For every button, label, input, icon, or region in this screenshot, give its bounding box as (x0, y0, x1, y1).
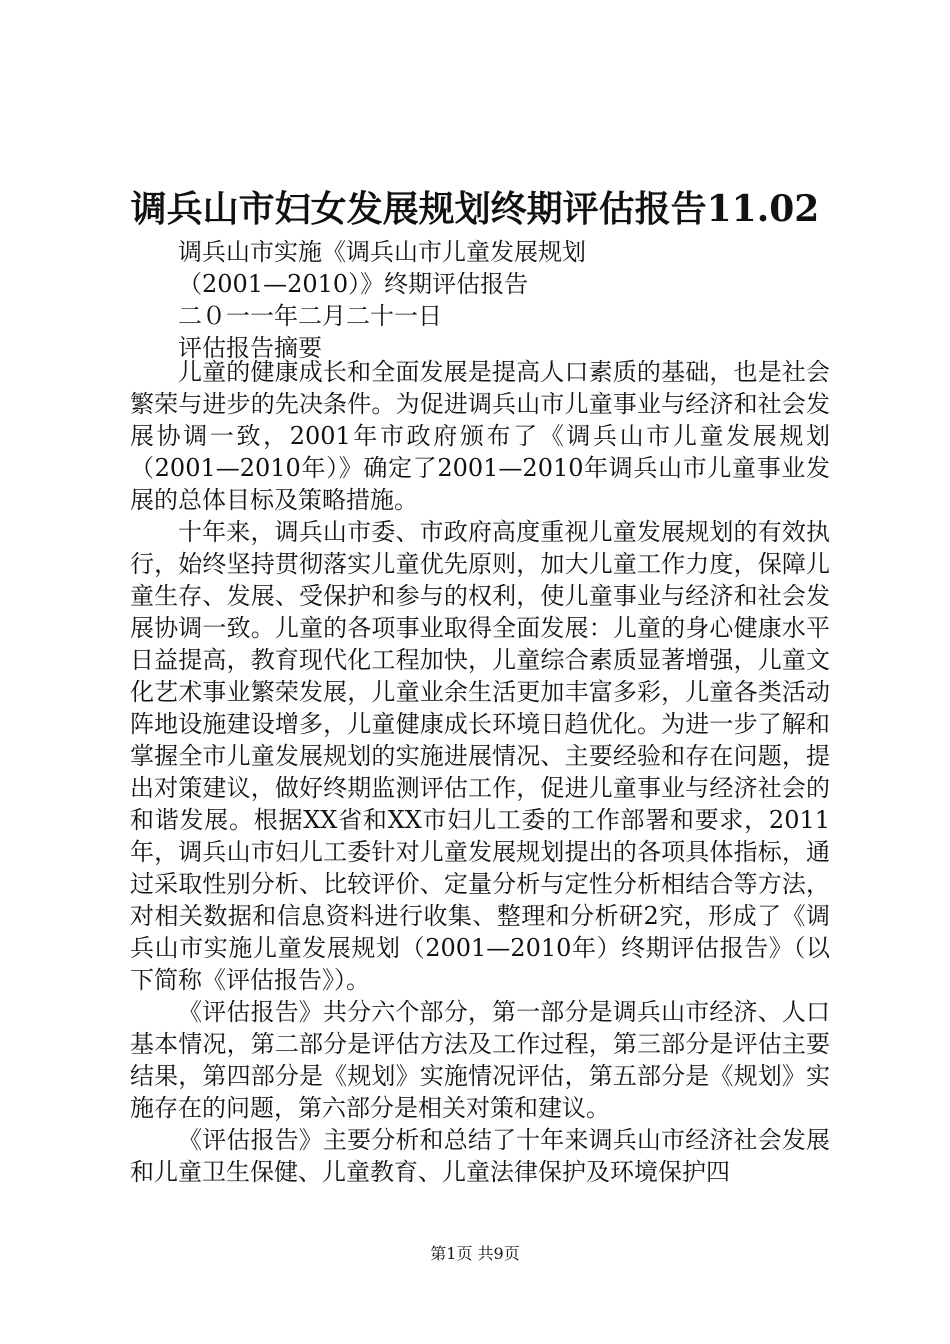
subtitle-line-1: 调兵山市实施《调兵山市儿童发展规划 (178, 238, 586, 266)
summary-heading: 评估报告摘要 (178, 334, 322, 362)
page-number-footer: 第1页 共9页 (430, 1244, 520, 1263)
paragraph-1: 儿童的健康成长和全面发展是提高人口素质的基础，也是社会繁荣与进步的先决条件。为促进调兵山市儿童事业与经济和社会发展协调一致，2001年市政府颁布了《调兵山市儿童发展规划（2001—2010年）》确定了2001—2010年调兵山市儿童事业发展的总体目标及策略措施。 (130, 358, 830, 514)
report-date: 二０一一年二月二十一日 (178, 302, 442, 330)
paragraph-4: 《评估报告》主要分析和总结了十年来调兵山市经济社会发展和儿童卫生保健、儿童教育、儿童法律保护及环境保护四 (130, 1126, 830, 1186)
paragraph-2: 十年来，调兵山市委、市政府高度重视儿童发展规划的有效执行，始终坚持贯彻落实儿童优先原则，加大儿童工作力度，保障儿童生存、发展、受保护和参与的权利，使儿童事业与经济和社会发展协调一致。儿童的各项事业取得全面发展：儿童的身心健康水平日益提高，教育现代化工程加快，儿童综合素质显著增强，儿童文化艺术事业繁荣发展，儿童业余生活更加丰富多彩，儿童各类活动阵地设施建设增多，儿童健康成长环境日趋优化。为进一步了解和掌握全市儿童发展规划的实施进展情况、主要经验和存在问题，提出对策建议，做好终期监测评估工作，促进儿童事业与经济社会的和谐发展。根据XX省和XX市妇儿工委的工作部署和要求，2011年，调兵山市妇儿工委针对儿童发展规划提出的各项具体指标，通过采取性别分析、比较评价、定量分析与定性分析相结合等方法，对相关数据和信息资料进行收集、整理和分析研2究，形成了《调兵山市实施儿童发展规划（2001—2010年）终期评估报告》（以下简称《评估报告》）。 (130, 518, 830, 994)
document-body (130, 356, 830, 1188)
document-title: 调兵山市妇女发展规划终期评估报告11.02 (130, 188, 820, 230)
subtitle-line-2: （2001—2010）》终期评估报告 (178, 270, 529, 298)
paragraph-3: 《评估报告》共分六个部分，第一部分是调兵山市经济、人口基本情况，第二部分是评估方法及工作过程，第三部分是评估主要结果，第四部分是《规划》实施情况评估，第五部分是《规划》实施存在的问题，第六部分是相关对策和建议。 (130, 998, 830, 1122)
